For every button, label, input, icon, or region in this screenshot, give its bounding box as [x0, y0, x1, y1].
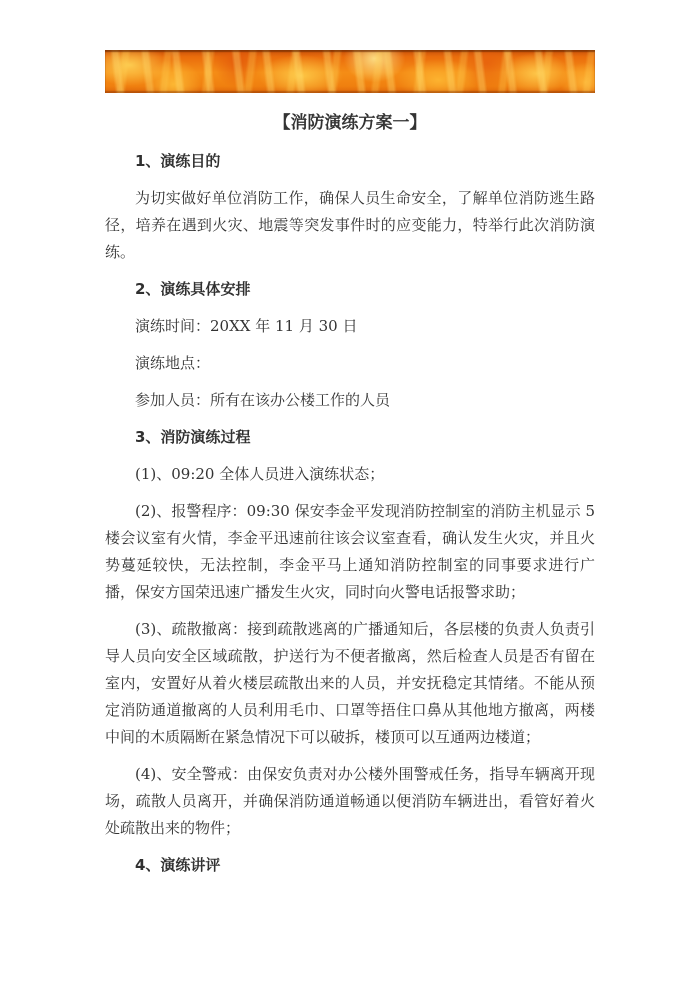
- section-heading: 2、演练具体安排: [135, 280, 251, 298]
- paragraph: 演练时间：20XX 年 11 月 30 日: [135, 317, 358, 335]
- paragraph: 演练地点：: [135, 354, 211, 372]
- paragraph: (4)、安全警戒：由保安负责对办公楼外围警戒任务，指导车辆离开现场，疏散人员离开，并确保消防通道畅通以便消防车辆进出，看管好着火处疏散出来的物件；: [105, 765, 595, 837]
- paragraph: (1)、09:20 全体人员进入演练状态；: [135, 465, 385, 483]
- section-heading: 3、消防演练过程: [135, 428, 251, 446]
- paragraph: 为切实做好单位消防工作，确保人员生命安全，了解单位消防逃生路径，培养在遇到火灾、地震等突发事件时的应变能力，特举行此次消防演练。: [105, 189, 595, 261]
- paragraph: (3)、疏散撤离：接到疏散逃离的广播通知后，各层楼的负责人负责引导人员向安全区域疏散，护送行为不便者撤离，然后检查人员是否有留在室内，安置好从着火楼层疏散出来的人员，并安抚稳定其情绪。不能从预定消防通道撤离的人员利用毛巾、口罩等捂住口鼻从其他地方撤离，两楼中间的木质隔断在紧急情况下可以破拆，楼顶可以互通两边楼道；: [105, 620, 595, 746]
- document-title: 【消防演练方案一】: [273, 113, 427, 133]
- paragraph: 参加人员：所有在该办公楼工作的人员: [135, 391, 391, 409]
- document-body: [105, 148, 595, 879]
- section-heading: 4、演练讲评: [135, 856, 221, 874]
- section-heading: 1、演练目的: [135, 152, 221, 170]
- flame-banner-image: [105, 50, 595, 93]
- paragraph: (2)、报警程序：09:30 保安李金平发现消防控制室的消防主机显示 5 楼会议室有火情，李金平迅速前往该会议室查看，确认发生火灾，并且火势蔓延较快，无法控制，李金平马上通知消防控制室的同事要求进行广播，保安方国荣迅速广播发生火灾，同时向火警电话报警求助；: [105, 502, 595, 601]
